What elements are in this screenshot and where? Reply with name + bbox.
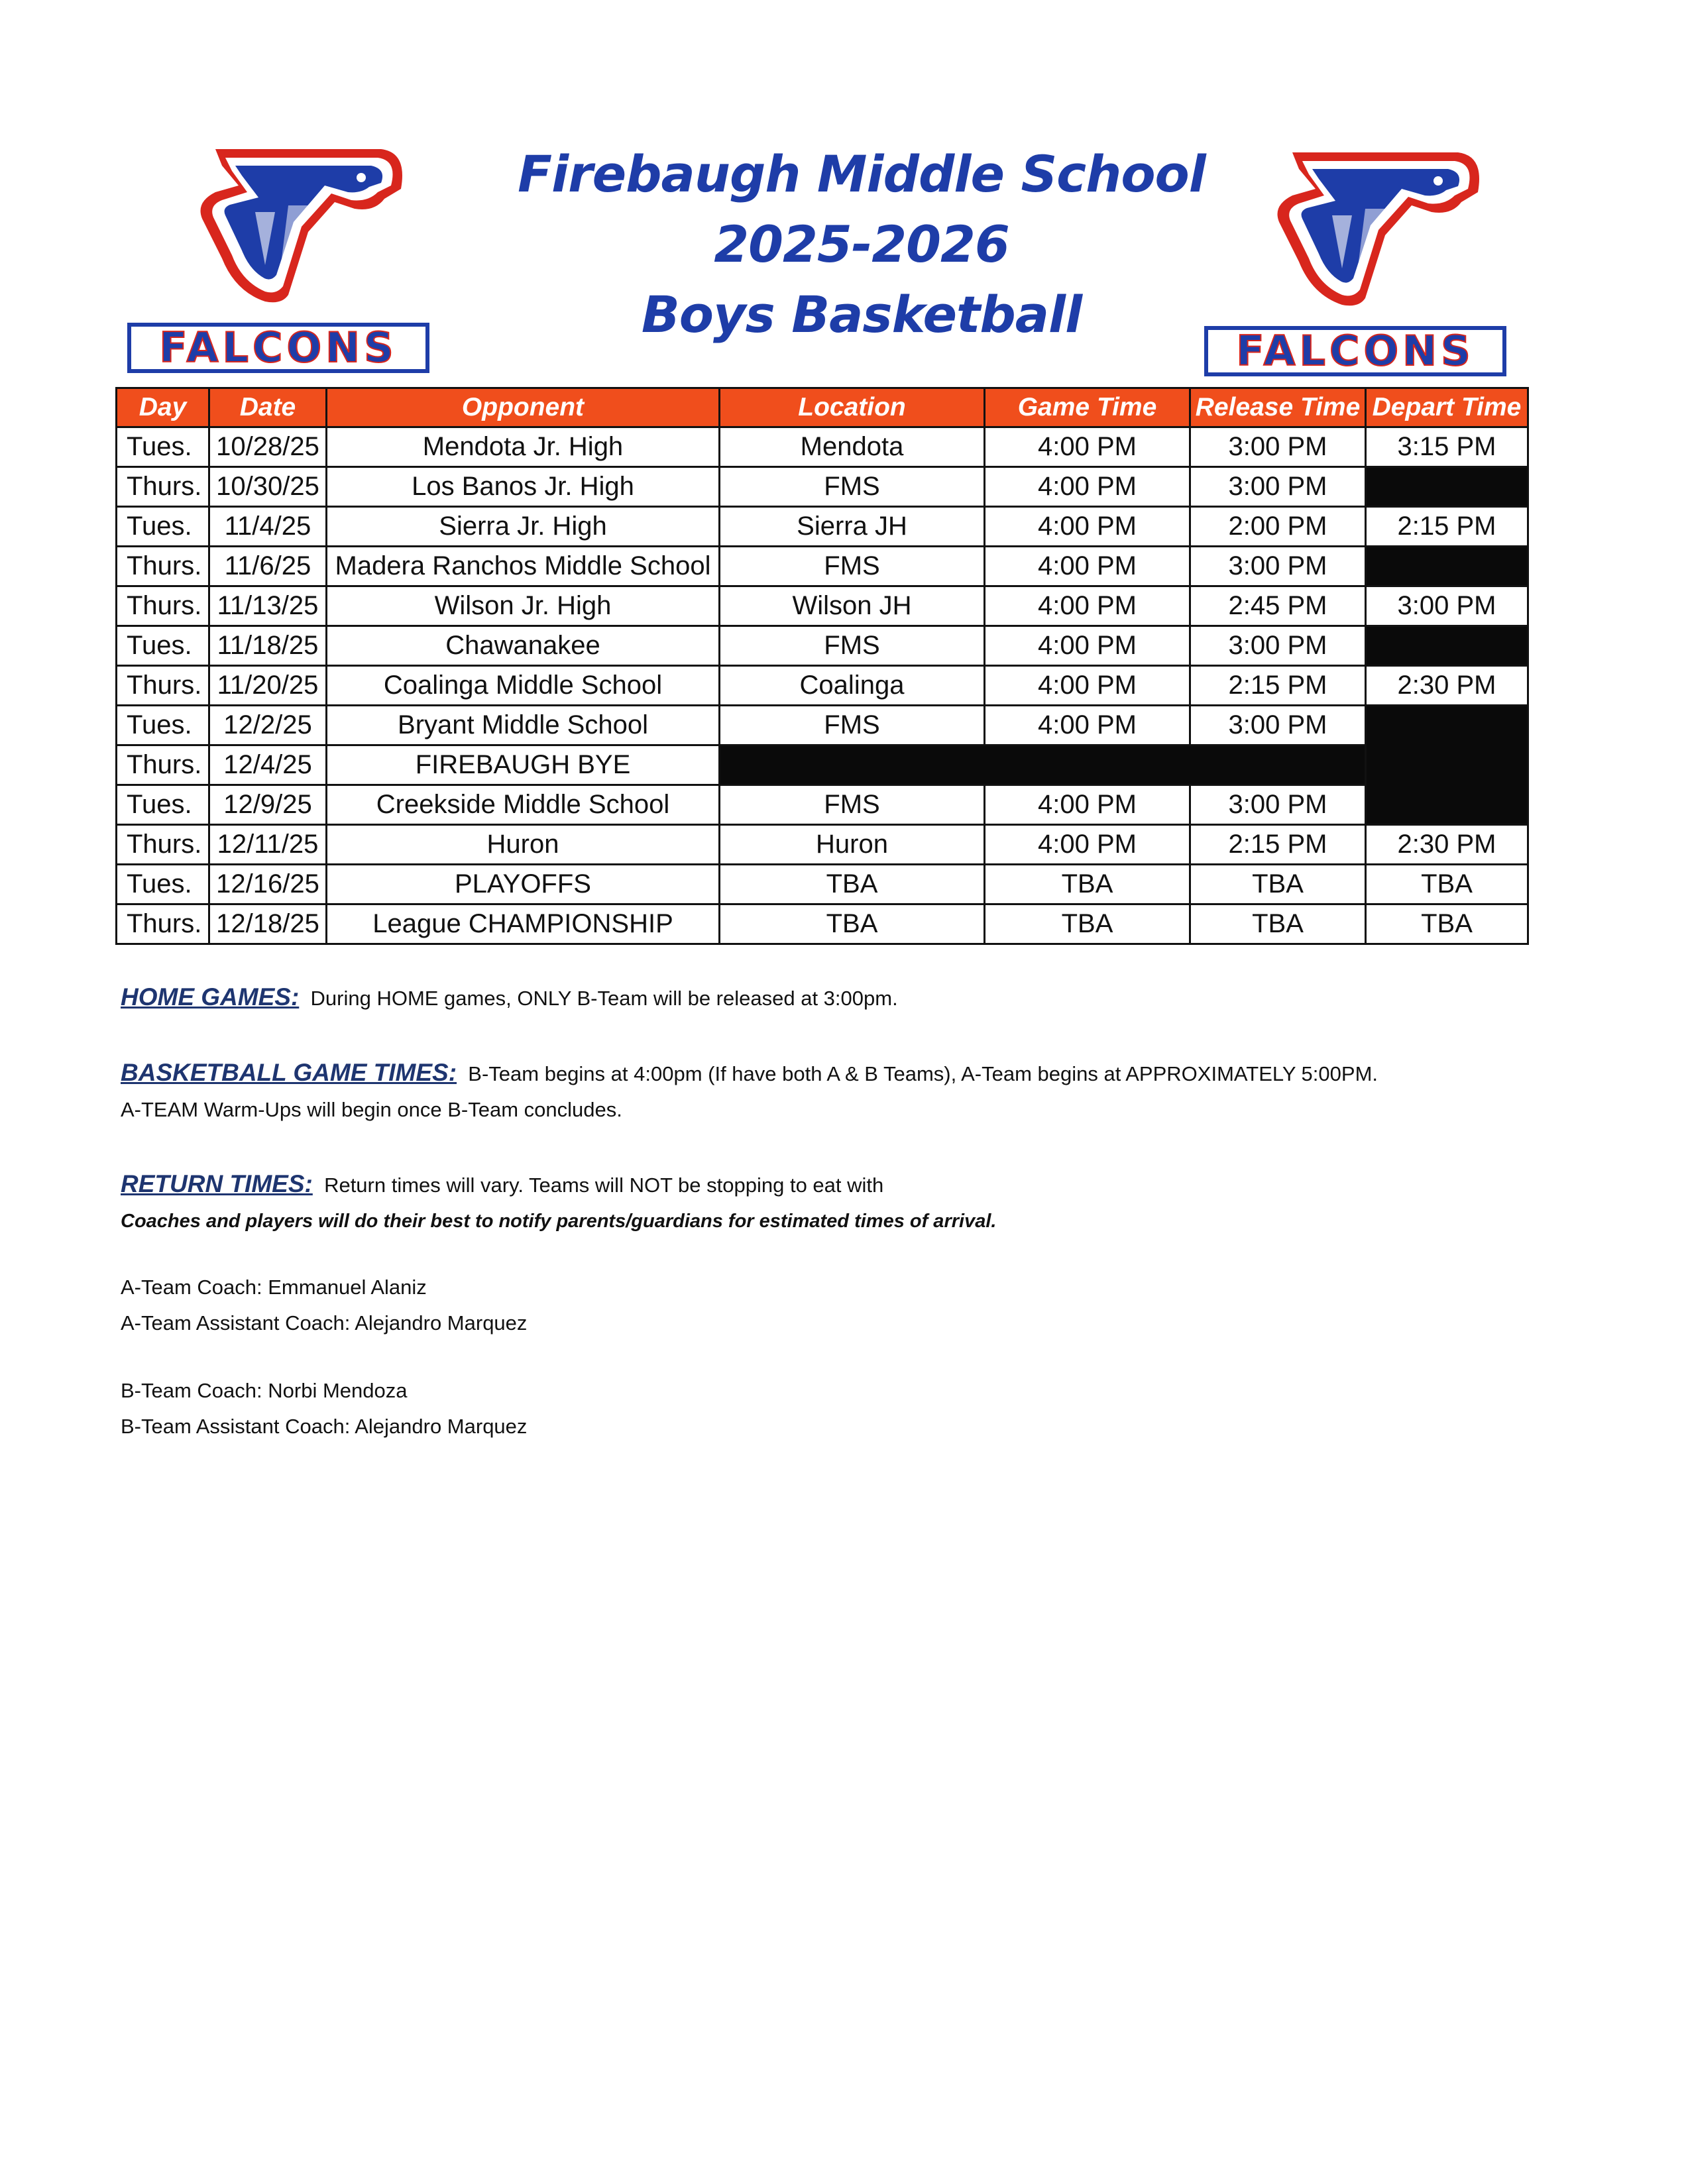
cell-date: 11/20/25: [209, 666, 327, 706]
cell-depart-time: 2:30 PM: [1366, 825, 1528, 865]
cell-game-time: TBA: [985, 865, 1190, 904]
return-times-note: [121, 1166, 1579, 1239]
cell-game-time: 4:00 PM: [985, 467, 1190, 507]
cell-opponent: Creekside Middle School: [327, 785, 720, 825]
cell-opponent: FIREBAUGH BYE: [327, 745, 720, 785]
cell-release-time: 3:00 PM: [1190, 785, 1366, 825]
cell-date: 12/16/25: [209, 865, 327, 904]
cell-game-time: 4:00 PM: [985, 507, 1190, 547]
cell-release-time: 2:00 PM: [1190, 507, 1366, 547]
home-games-heading: HOME GAMES:: [121, 983, 300, 1010]
cell-day: Tues.: [117, 706, 209, 745]
table-row: [117, 666, 1528, 706]
cell-opponent: PLAYOFFS: [327, 865, 720, 904]
cell-depart-time: 3:00 PM: [1366, 586, 1528, 626]
cell-game-time: 4:00 PM: [985, 626, 1190, 666]
cell-date: 11/13/25: [209, 586, 327, 626]
cell-day: Thurs.: [117, 547, 209, 586]
cell-date: 12/4/25: [209, 745, 327, 785]
cell-opponent: Sierra Jr. High: [327, 507, 720, 547]
table-row: [117, 904, 1528, 944]
cell-opponent: Wilson Jr. High: [327, 586, 720, 626]
cell-release-time: TBA: [1190, 904, 1366, 944]
cell-opponent: Los Banos Jr. High: [327, 467, 720, 507]
return-times-heading: RETURN TIMES:: [121, 1170, 313, 1197]
cell-date: 12/2/25: [209, 706, 327, 745]
return-times-text: Return times will vary. Teams will NOT be stopping to eat with: [324, 1174, 884, 1197]
cell-bye-blank: [720, 745, 1366, 785]
cell-date: 12/11/25: [209, 825, 327, 865]
falcons-logo-left: [123, 139, 434, 384]
table-row: [117, 706, 1528, 745]
cell-day: Thurs.: [117, 904, 209, 944]
cell-game-time: 4:00 PM: [985, 825, 1190, 865]
table-row: [117, 547, 1528, 586]
cell-depart-time-blank: [1366, 547, 1528, 586]
falcons-logo-text-right: FALCONS: [1236, 327, 1475, 375]
a-team-assistant-coach: A-Team Assistant Coach: Alejandro Marquez: [121, 1311, 528, 1335]
cell-depart-time: TBA: [1366, 904, 1528, 944]
cell-date: 10/28/25: [209, 427, 327, 467]
page-title: [464, 139, 1259, 350]
cell-day: Thurs.: [117, 825, 209, 865]
cell-date: 10/30/25: [209, 467, 327, 507]
col-header-location: Location: [720, 388, 985, 427]
cell-opponent: Huron: [327, 825, 720, 865]
cell-release-time: 3:00 PM: [1190, 547, 1366, 586]
cell-date: 11/6/25: [209, 547, 327, 586]
falcons-logo-right: [1200, 142, 1511, 388]
cell-date: 12/18/25: [209, 904, 327, 944]
cell-depart-time: TBA: [1366, 865, 1528, 904]
cell-release-time: 3:00 PM: [1190, 706, 1366, 745]
a-team-coaches: [121, 1270, 1579, 1341]
cell-opponent: League CHAMPIONSHIP: [327, 904, 720, 944]
game-times-text-2: A-TEAM Warm-Ups will begin once B-Team concludes.: [121, 1098, 622, 1121]
cell-location: Coalinga: [720, 666, 985, 706]
table-row: [117, 586, 1528, 626]
cell-day: Thurs.: [117, 745, 209, 785]
cell-release-time: 2:45 PM: [1190, 586, 1366, 626]
cell-opponent: Coalinga Middle School: [327, 666, 720, 706]
cell-day: Thurs.: [117, 467, 209, 507]
cell-location: Mendota: [720, 427, 985, 467]
cell-day: Tues.: [117, 626, 209, 666]
col-header-opponent: Opponent: [327, 388, 720, 427]
table-row: [117, 785, 1528, 825]
game-times-heading: BASKETBALL GAME TIMES:: [121, 1059, 457, 1086]
table-row: [117, 745, 1528, 785]
b-team-coach: B-Team Coach: Norbi Mendoza: [121, 1379, 408, 1402]
cell-depart-time-blank: [1366, 467, 1528, 507]
cell-depart-time: 2:30 PM: [1366, 666, 1528, 706]
falcon-head-icon: [123, 139, 434, 384]
table-row: [117, 865, 1528, 904]
schedule-table: [115, 387, 1529, 945]
cell-depart-time: 3:15 PM: [1366, 427, 1528, 467]
cell-depart-time-blank: [1366, 706, 1528, 825]
cell-location: Wilson JH: [720, 586, 985, 626]
cell-game-time: 4:00 PM: [985, 547, 1190, 586]
cell-date: 12/9/25: [209, 785, 327, 825]
title-school: Firebaugh Middle School: [518, 144, 1206, 203]
cell-game-time: 4:00 PM: [985, 427, 1190, 467]
cell-opponent: Bryant Middle School: [327, 706, 720, 745]
falcons-logo-text-left: FALCONS: [159, 323, 398, 372]
cell-date: 11/4/25: [209, 507, 327, 547]
cell-location: FMS: [720, 467, 985, 507]
cell-depart-time: 2:15 PM: [1366, 507, 1528, 547]
cell-release-time: TBA: [1190, 865, 1366, 904]
cell-opponent: Mendota Jr. High: [327, 427, 720, 467]
col-header-release-time: Release Time: [1190, 388, 1366, 427]
title-season: 2025-2026: [714, 215, 1009, 274]
cell-location: TBA: [720, 904, 985, 944]
cell-day: Tues.: [117, 865, 209, 904]
game-times-note: [121, 1055, 1579, 1128]
cell-release-time: 3:00 PM: [1190, 467, 1366, 507]
cell-opponent: Chawanakee: [327, 626, 720, 666]
table-row: [117, 427, 1528, 467]
cell-location: FMS: [720, 547, 985, 586]
a-team-coach: A-Team Coach: Emmanuel Alaniz: [121, 1276, 427, 1299]
cell-day: Thurs.: [117, 666, 209, 706]
table-header-row: [117, 388, 1528, 427]
cell-day: Tues.: [117, 507, 209, 547]
cell-release-time: 2:15 PM: [1190, 666, 1366, 706]
b-team-coaches: [121, 1373, 1579, 1445]
home-games-text: During HOME games, ONLY B-Team will be released at 3:00pm.: [310, 987, 898, 1010]
cell-location: FMS: [720, 706, 985, 745]
cell-release-time: 3:00 PM: [1190, 427, 1366, 467]
table-row: [117, 507, 1528, 547]
cell-location: TBA: [720, 865, 985, 904]
falcon-head-icon: [1200, 142, 1511, 388]
cell-opponent: Madera Ranchos Middle School: [327, 547, 720, 586]
table-row: [117, 825, 1528, 865]
cell-release-time: 3:00 PM: [1190, 626, 1366, 666]
cell-release-time: 2:15 PM: [1190, 825, 1366, 865]
cell-day: Tues.: [117, 427, 209, 467]
col-header-depart-time: Depart Time: [1366, 388, 1528, 427]
return-times-text-2: Coaches and players will do their best to notify parents/guardians for estimated times of arrival.: [121, 1211, 997, 1232]
cell-location: FMS: [720, 785, 985, 825]
title-sport: Boys Basketball: [641, 285, 1082, 344]
col-header-day: Day: [117, 388, 209, 427]
col-header-game-time: Game Time: [985, 388, 1190, 427]
b-team-assistant-coach: B-Team Assistant Coach: Alejandro Marquez: [121, 1415, 528, 1438]
cell-date: 11/18/25: [209, 626, 327, 666]
col-header-date: Date: [209, 388, 327, 427]
cell-day: Thurs.: [117, 586, 209, 626]
home-games-note: [121, 979, 1579, 1016]
cell-game-time: TBA: [985, 904, 1190, 944]
table-row: [117, 626, 1528, 666]
cell-game-time: 4:00 PM: [985, 706, 1190, 745]
table-row: [117, 467, 1528, 507]
cell-location: Sierra JH: [720, 507, 985, 547]
cell-location: Huron: [720, 825, 985, 865]
cell-day: Tues.: [117, 785, 209, 825]
cell-game-time: 4:00 PM: [985, 666, 1190, 706]
game-times-text: B-Team begins at 4:00pm (If have both A & B Teams), A-Team begins at APPROXIMATELY 5:00PM.: [468, 1062, 1378, 1085]
cell-depart-time-blank: [1366, 626, 1528, 666]
cell-game-time: 4:00 PM: [985, 785, 1190, 825]
cell-game-time: 4:00 PM: [985, 586, 1190, 626]
cell-location: FMS: [720, 626, 985, 666]
